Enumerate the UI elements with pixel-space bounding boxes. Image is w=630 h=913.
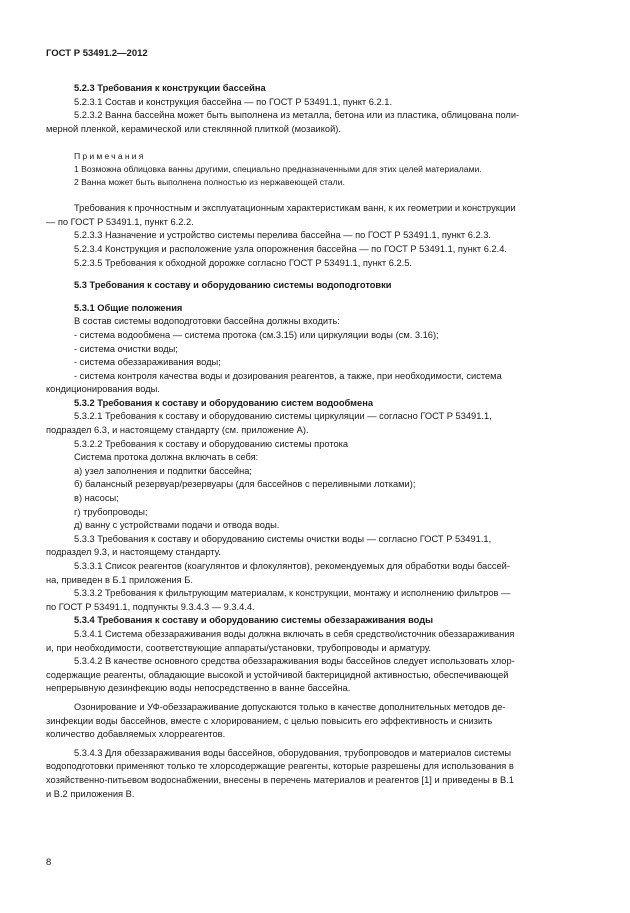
paragraph: непрерывную дезинфекцию воды непосредственно в ванне бассейна. [46,683,351,694]
paragraph: 5.3.4.2 В качестве основного средства обеззараживания воды бассейнов следует использовать хлор- [74,656,515,667]
paragraph: содержащие реагенты, обладающие высокой и устойчивой бактерицидной активностью, обеспечивающей [46,669,509,680]
paragraph: 5.2.3.4 Конструкция и расположение узла опорожнения бассейна — по ГОСТ Р 53491.1, пункт 6.2.4. [74,243,508,254]
heading-5-2-3: 5.2.3 Требования к конструкции бассейна [74,83,266,93]
paragraph: 5.3.3.1 Список реагентов (коагулянтов и флокулянтов), рекомендуемых для обработки воды бассей- [74,561,510,571]
list-item: в) насосы; [74,493,119,504]
paragraph: 5.3.2.2 Требования к составу и оборудованию системы протока [74,438,349,449]
document-body [46,82,582,801]
document-header: ГОСТ Р 53491.2—2012 [46,48,148,59]
paragraph: мерной пленкой, керамической или стеклянной плиткой (мозаикой). [46,123,341,134]
list-item: - система очистки воды; [74,343,178,354]
page-number: 8 [46,857,52,868]
paragraph: водоподготовки применяют только те хлорсодержащие реагенты, которые разрешены для использования в [46,761,514,772]
paragraph: подраздел 6.3, и настоящему стандарту (см. приложение А). [46,425,309,436]
paragraph: 5.2.3.2 Ванна бассейна может быть выполнена из металла, бетона или из пластика, облицована поли- [74,110,520,121]
paragraph: 5.3.3 Требования к составу и оборудованию системы очистки воды — согласно ГОСТ Р 53491.1, [74,533,492,544]
heading-5-3: 5.3 Требования к составу и оборудованию системы водоподготовки [74,280,392,291]
list-item: б) балансный резервуар/резервуары (для бассейнов с переливными лотками); [74,479,416,490]
list-item: д) ванну с устройствами подачи и отвода воды. [74,520,280,531]
paragraph: подраздел 9.3, и настоящему стандарту. [46,547,221,558]
paragraph: 5.2.3.5 Требования к обходной дорожке согласно ГОСТ Р 53491.1, пункт 6.2.5. [74,257,412,268]
list-item: - система водообмена — система протока (см.3.15) или циркуляции воды (см. 3.16); [74,329,439,340]
paragraph: по ГОСТ Р 53491.1, подпункты 9.3.4.3 — 9.3.4.4. [46,601,255,612]
paragraph: 5.3.4.3 Для обеззараживания воды бассейнов, оборудования, трубопроводов и материалов системы [74,747,512,758]
paragraph: и В.2 приложения В. [46,788,135,799]
list-item: а) узел заполнения и подпитки бассейна; [74,465,252,476]
note-item: 1 Возможна облицовка ванны другими, специально предназначенными для этих целей материалами. [74,163,482,174]
paragraph: Требования к прочностным и эксплуатационным характеристикам ванн, к их геометрии и конструкции [74,203,516,214]
paragraph: хозяйственно-питьевом водоснабжении, внесены в перечень материалов и реагентов [1] и приведены в В.1 [46,774,514,785]
heading-5-3-4: 5.3.4 Требования к составу и оборудованию системы обеззараживания воды [74,615,434,626]
heading-5-3-1: 5.3.1 Общие положения [74,302,183,313]
paragraph: — по ГОСТ Р 53491.1, пункт 6.2.2. [46,216,194,227]
paragraph: 5.2.3.1 Состав и конструкция бассейна — по ГОСТ Р 53491.1, пункт 6.2.1. [74,96,393,107]
paragraph: 5.3.2.1 Требования к составу и оборудованию системы циркуляции — согласно ГОСТ Р 53491.1, [74,411,492,422]
paragraph: 5.2.3.3 Назначение и устройство системы перелива бассейна — по ГОСТ Р 53491.1, пункт 6.2.3. [74,230,491,241]
paragraph: Озонирование и УФ-обеззараживание допускаются только в качестве дополнительных методов де- [74,701,506,712]
list-item: г) трубопроводы; [74,506,148,517]
paragraph: количество добавляемых хлорреагентов. [46,729,226,740]
paragraph: зинфекции воды бассейнов, вместе с хлорированием, с целью повысить его эффективность и снизить [46,715,493,726]
note-item: 2 Ванна может быть выполнена полностью из нержавеющей стали. [74,176,345,187]
paragraph: 5.3.4.1 Система обеззараживания воды должна включать в себя средство/источник обеззараживания [74,628,515,639]
list-item: - система контроля качества воды и дозирования реагентов, а также, при необходимости, система [74,370,502,381]
paragraph: Система протока должна включать в себя: [74,452,259,463]
note-title: Примечания [74,151,146,162]
heading-5-3-2: 5.3.2 Требования к составу и оборудованию систем водообмена [74,397,373,408]
list-item: - система обеззараживания воды; [74,357,221,368]
paragraph: В состав системы водоподготовки бассейна должны входить: [74,316,340,327]
paragraph: и, при необходимости, соответствующие аппараты/установки, трубопроводы и арматуру. [46,642,432,653]
paragraph: на, приведен в Б.1 приложения Б. [46,574,193,585]
list-item: кондиционирования воды. [46,384,160,395]
paragraph: 5.3.3.2 Требования к фильтрующим материалам, к конструкции, монтажу и исполнению фильтров — [74,588,511,599]
